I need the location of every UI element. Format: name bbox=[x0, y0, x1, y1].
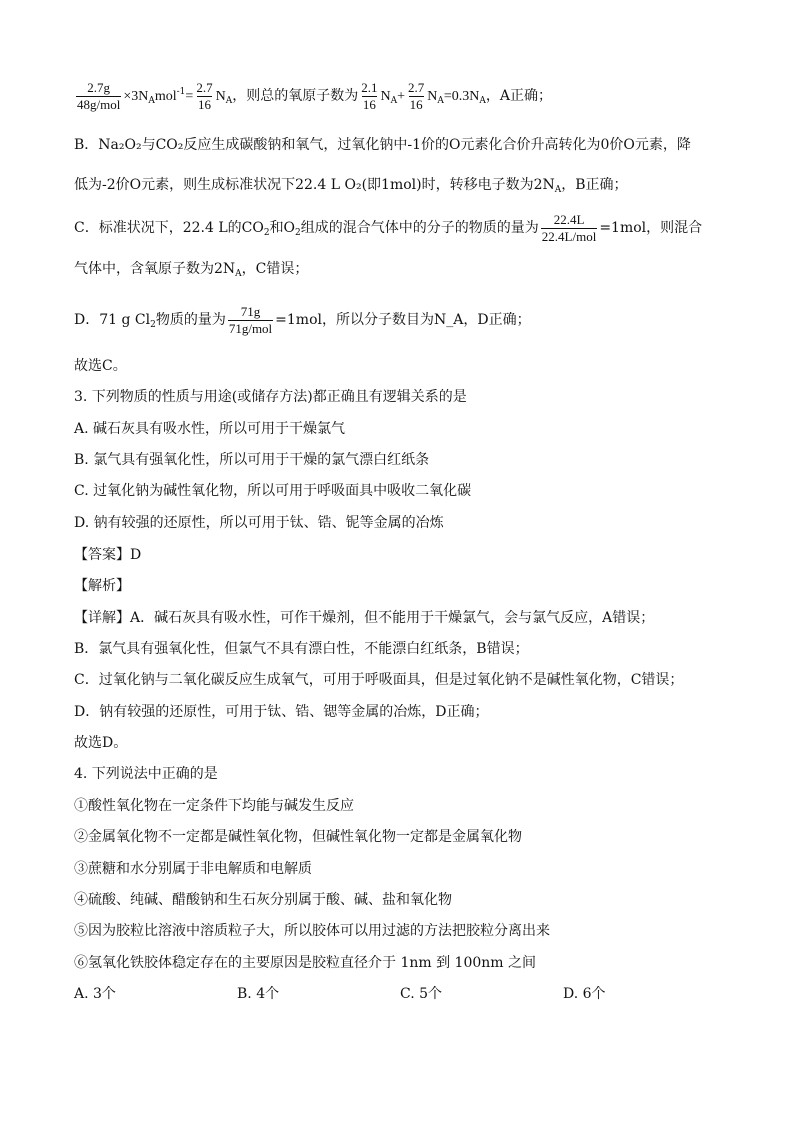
question-4-statement-3: ③蔗糖和水分别属于非电解质和电解质 bbox=[74, 861, 312, 877]
text-segment: =1mol，则混合 bbox=[599, 220, 703, 236]
fraction-numerator: 2.7 bbox=[407, 79, 425, 95]
subscript: A bbox=[235, 269, 242, 279]
explanation-d-line1 bbox=[74, 298, 754, 342]
fraction-denominator: 16 bbox=[197, 96, 211, 112]
subscript: 2 bbox=[263, 228, 270, 238]
subscript: A bbox=[479, 96, 486, 106]
answer-label: 【答案】 bbox=[74, 547, 130, 563]
fraction-numerator: 2.7g bbox=[87, 79, 111, 95]
subscript: 2 bbox=[295, 228, 301, 238]
calc-symbol: N bbox=[427, 89, 438, 104]
answer-value: D bbox=[130, 547, 142, 563]
calc-line-a bbox=[74, 70, 754, 114]
detail-label: 【详解】 bbox=[74, 610, 130, 626]
calc-text: ，则总的氧原子数为 bbox=[232, 88, 359, 104]
explanation-c-line1 bbox=[74, 206, 754, 250]
question-4-option-a: A. 3个 bbox=[74, 986, 116, 1002]
detail-a-text: A．碱石灰具有吸水性，可作干燥剂，但不能用于干燥氯气，会与氯气反应，A错误； bbox=[130, 610, 655, 626]
fraction-denominator: 71g/mol bbox=[228, 320, 273, 336]
subscript: 2 bbox=[150, 320, 156, 330]
calc-equals: = bbox=[185, 89, 194, 104]
subscript: A bbox=[148, 96, 155, 106]
explanation-c-line2: 气体中，含氧原子数为$2N_A$，C错误； bbox=[74, 261, 309, 279]
analysis-label: 【解析】 bbox=[74, 578, 130, 594]
question-4-statement-4: ④硫酸、纯碱、醋酸钠和生石灰分别属于酸、碱、盐和氧化物 bbox=[74, 892, 452, 908]
subscript: A bbox=[390, 96, 398, 106]
answer-row bbox=[74, 544, 754, 566]
question-4-option-c: C. 5个 bbox=[400, 986, 443, 1002]
question-4-statement-1: ①酸性氧化物在一定条件下均能与碱发生反应 bbox=[74, 798, 354, 814]
fraction-mass-over-molar bbox=[76, 81, 121, 112]
select-c: 故选C。 bbox=[74, 358, 127, 374]
explanation-b-line2: 低为-2价O元素，则生成标准状况下22.4 L O₂(即1mol)时，转移电子数为$2N_A$，B正确； bbox=[74, 177, 628, 195]
detail-d: D．钠有较强的还原性，可用于钛、锆、锶等金属的冶炼，D正确； bbox=[74, 704, 489, 720]
calc-unit: mol bbox=[154, 89, 177, 104]
detail-c: C．过氧化钠与二氧化碳反应生成氧气，可用于呼吸面具，但是过氧化钠不是碱性氧化物，C错误； bbox=[74, 672, 684, 688]
question-4-statement-6: ⑥氢氧化铁胶体稳定存在的主要原因是胶粒直径介于 1nm 到 100nm 之间 bbox=[74, 955, 537, 971]
text-segment: 物质的量为 bbox=[155, 312, 226, 328]
question-4-statement-5: ⑤因为胶粒比溶液中溶质粒子大，所以胶体可以用过滤的方法把胶粒分离出来 bbox=[74, 923, 550, 939]
subscript: A bbox=[554, 185, 562, 195]
fraction-denominator: 48g/mol bbox=[77, 96, 121, 112]
question-4-options bbox=[74, 983, 754, 1005]
fraction-denominator: 16 bbox=[409, 96, 423, 112]
text-segment: =1mol，所以分子数目为N_A，D正确； bbox=[275, 312, 531, 328]
subscript: A bbox=[437, 96, 444, 106]
calc-symbol: N bbox=[380, 89, 391, 104]
question-4-statement-2: ②金属氧化物不一定都是碱性氧化物，但碱性氧化物一定都是金属氧化物 bbox=[74, 829, 522, 845]
fraction-mass bbox=[228, 305, 273, 336]
question-4-option-b: B. 4个 bbox=[237, 986, 280, 1002]
detail-a bbox=[74, 607, 754, 629]
fraction-numerator: 22.4L bbox=[553, 211, 585, 227]
fraction-numerator: 71g bbox=[240, 303, 261, 319]
question-4-stem: 4. 下列说法中正确的是 bbox=[74, 766, 218, 782]
text-segment: C．标准状况下，22.4 L的CO bbox=[74, 220, 264, 236]
question-3-option-a: A. 碱石灰具有吸水性，所以可用于干燥氯气 bbox=[74, 421, 346, 437]
question-3-option-c: C. 过氧化钠为碱性氧化物，所以可用于呼吸面具中吸收二氧化碳 bbox=[74, 483, 472, 499]
fraction-numerator: 2.7 bbox=[196, 79, 213, 95]
calc-plus: + bbox=[397, 89, 405, 104]
calc-conclusion: ，A正确； bbox=[485, 88, 552, 104]
superscript: -1 bbox=[176, 87, 186, 97]
detail-b: B．氯气具有强氧化性，但氯气不具有漂白性，不能漂白红纸条，B错误； bbox=[74, 641, 529, 657]
calc-times: ×3N bbox=[123, 89, 149, 104]
question-3-option-b: B. 氯气具有强氧化性，所以可用于干燥的氯气漂白红纸条 bbox=[74, 452, 430, 468]
question-4-option-d: D. 6个 bbox=[563, 986, 606, 1002]
fraction-denominator: 16 bbox=[362, 96, 376, 112]
fraction-term-2 bbox=[407, 81, 425, 112]
subscript: A bbox=[225, 96, 233, 106]
question-3-stem: 3. 下列物质的性质与用途(或储存方法)都正确且有逻辑关系的是 bbox=[74, 389, 467, 405]
question-3-option-d: D. 钠有较强的还原性，所以可用于钛、锆、铌等金属的冶炼 bbox=[74, 515, 444, 531]
text-segment: 组成的混合气体中的分子的物质的量为 bbox=[300, 220, 539, 236]
fraction-volume bbox=[541, 213, 598, 244]
select-d: 故选D。 bbox=[74, 735, 128, 751]
calc-symbol: N bbox=[215, 89, 226, 104]
explanation-b-line1: B．Na₂O₂与CO₂反应生成碳酸钠和氧气，过氧化钠中-1价的O元素化合价升高转化为0价O元素，降 bbox=[74, 137, 691, 153]
text-segment: D．71 g Cl bbox=[74, 312, 151, 328]
fraction-term-1 bbox=[360, 81, 378, 112]
calc-result: =0.3N bbox=[443, 89, 480, 104]
text-segment: 和O bbox=[269, 220, 296, 236]
fraction-result bbox=[195, 81, 213, 112]
fraction-numerator: 2.1 bbox=[361, 79, 378, 95]
fraction-denominator: 22.4L/mol bbox=[541, 228, 597, 244]
